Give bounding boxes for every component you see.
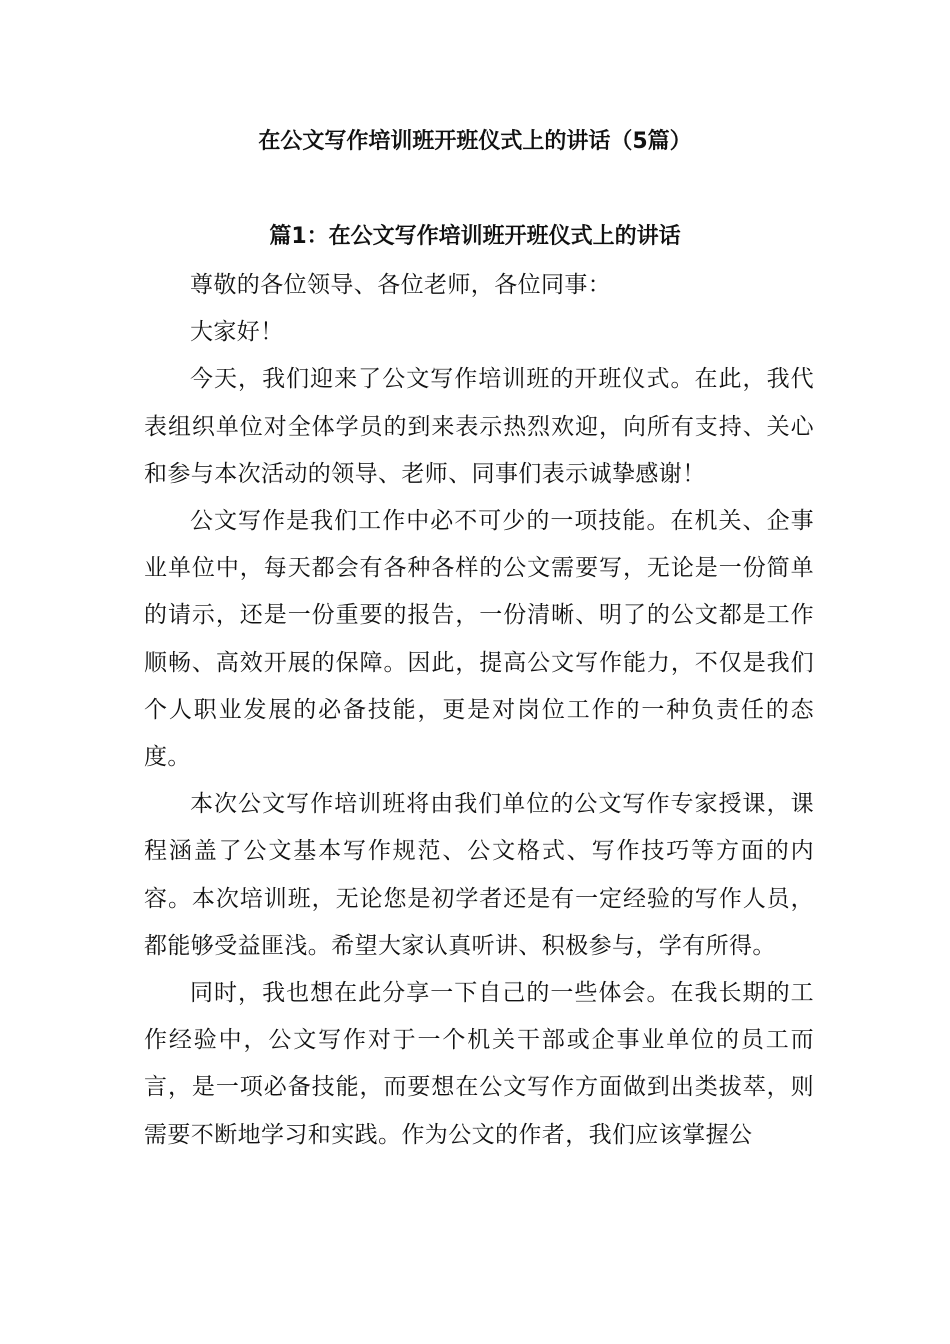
paragraph-salutation: 尊敬的各位领导、各位老师，各位同事： [190,272,612,298]
paragraph-welcome: 今天，我们迎来了公文写作培训班的开班仪式。在此，我代表组织单位对全体学员的到来表示热烈欢迎，向所有支持、关心和参与本次活动的领导、老师、同事们表示诚挚感谢！ [144,366,814,487]
paragraph-course-content: 本次公文写作培训班将由我们单位的公文写作专家授课，课程涵盖了公文基本写作规范、公文格式、写作技巧等方面的内容。本次培训班，无论您是初学者还是有一定经验的写作人员，都能够受益匪浅。希望大家认真听讲、积极参与，学有所得。 [144,791,814,959]
document-title: 在公文写作培训班开班仪式上的讲话（5篇） [258,129,692,154]
section-title: 篇1：在公文写作培训班开班仪式上的讲话 [269,224,681,249]
document-body [144,262,814,1159]
paragraph-importance: 公文写作是我们工作中必不可少的一项技能。在机关、企事业单位中，每天都会有各种各样的公文需要写，无论是一份简单的请示，还是一份重要的报告，一份清晰、明了的公文都是工作顺畅、高效开展的保障。因此，提高公文写作能力，不仅是我们个人职业发展的必备技能，更是对岗位工作的一种负责任的态度。 [144,508,814,771]
paragraph-greeting: 大家好！ [190,319,284,346]
paragraph-experience: 同时，我也想在此分享一下自己的一些体会。在我长期的工作经验中，公文写作对于一个机关干部或企事业单位的员工而言，是一项必备技能，而要想在公文写作方面做到出类拔萃，则需要不断地学习和实践。作为公文的作者，我们应该掌握公 [144,980,814,1148]
